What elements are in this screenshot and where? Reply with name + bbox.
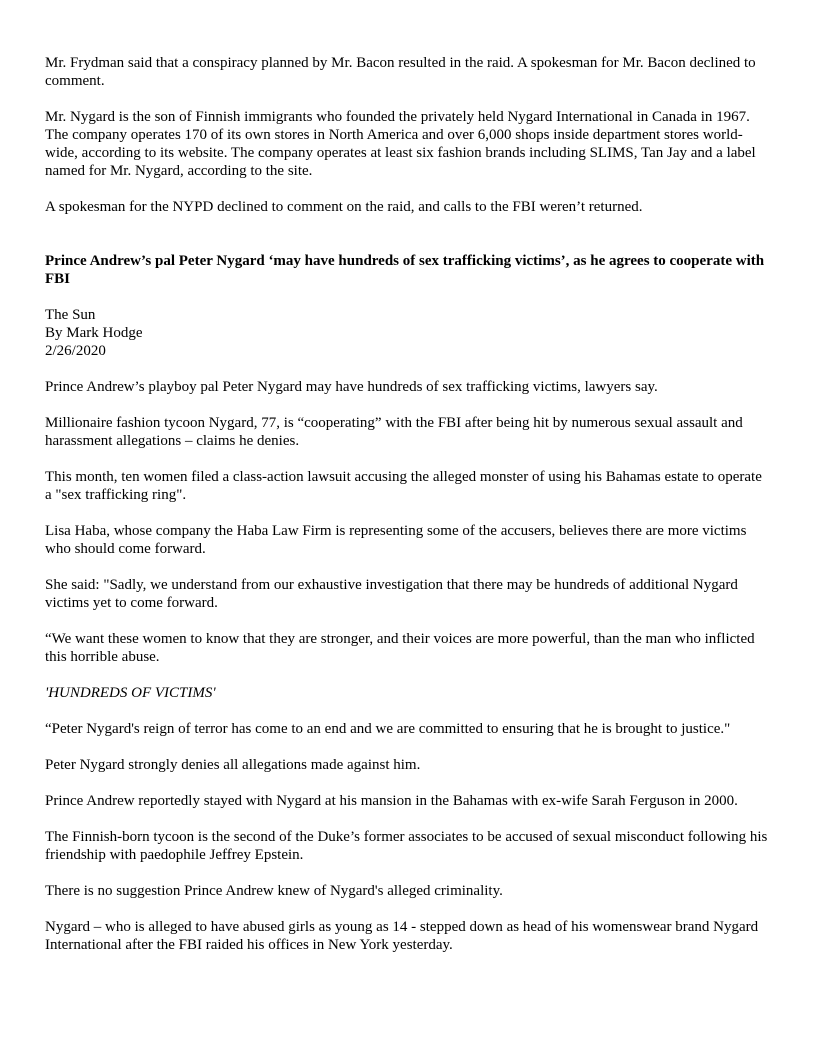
body-paragraph: Nygard – who is alleged to have abused girls as young as 14 - stepped down as head of his womenswear brand Nygard International after the FBI raided his offices in New York yesterday. xyxy=(45,919,759,953)
article-source: The Sun xyxy=(45,307,96,323)
body-paragraph: There is no suggestion Prince Andrew knew of Nygard's alleged criminality. xyxy=(45,883,503,899)
body-paragraph: Millionaire fashion tycoon Nygard, 77, is “cooperating” with the FBI after being hit by numerous sexual assault and harassment allegations – claims he denies. xyxy=(45,415,743,449)
article-headline: Prince Andrew’s pal Peter Nygard ‘may have hundreds of sex trafficking victims’, as he agrees to cooperate with FBI xyxy=(45,253,765,287)
article-byline: By Mark Hodge xyxy=(45,325,143,341)
body-paragraph: Mr. Frydman said that a conspiracy planned by Mr. Bacon resulted in the raid. A spokesman for Mr. Bacon declined to comment. xyxy=(45,55,756,89)
body-paragraph: Lisa Haba, whose company the Haba Law Firm is representing some of the accusers, believes there are more victims who should come forward. xyxy=(45,523,747,557)
body-paragraph: A spokesman for the NYPD declined to comment on the raid, and calls to the FBI weren’t returned. xyxy=(45,199,643,215)
body-paragraph: Mr. Nygard is the son of Finnish immigrants who founded the privately held Nygard International in Canada in 1967. The company operates 170 of its own stores in North America and over 6,000 shops inside department stores world-wide, according to its website. The company operates at least six fashion brands including SLIMS, Tan Jay and a label named for Mr. Nygard, according to the site. xyxy=(45,109,756,179)
body-paragraph: This month, ten women filed a class-action lawsuit accusing the alleged monster of using his Bahamas estate to operate a "sex trafficking ring". xyxy=(45,469,762,503)
body-paragraph: “We want these women to know that they are stronger, and their voices are more powerful, than the man who inflicted this horrible abuse. xyxy=(45,631,755,665)
body-paragraph: “Peter Nygard's reign of terror has come to an end and we are committed to ensuring that he is brought to justice." xyxy=(45,721,731,737)
body-paragraph: She said: "Sadly, we understand from our exhaustive investigation that there may be hundreds of additional Nygard victims yet to come forward. xyxy=(45,577,738,611)
article-subheading: 'HUNDREDS OF VICTIMS' xyxy=(45,685,216,701)
document-page xyxy=(45,54,771,972)
article-meta xyxy=(45,306,771,360)
article-date: 2/26/2020 xyxy=(45,343,106,359)
body-paragraph: The Finnish-born tycoon is the second of the Duke’s former associates to be accused of sexual misconduct following his friendship with paedophile Jeffrey Epstein. xyxy=(45,829,768,863)
body-paragraph: Prince Andrew reportedly stayed with Nygard at his mansion in the Bahamas with ex-wife Sarah Ferguson in 2000. xyxy=(45,793,738,809)
body-paragraph: Prince Andrew’s playboy pal Peter Nygard may have hundreds of sex trafficking victims, lawyers say. xyxy=(45,379,658,395)
body-paragraph: Peter Nygard strongly denies all allegations made against him. xyxy=(45,757,421,773)
